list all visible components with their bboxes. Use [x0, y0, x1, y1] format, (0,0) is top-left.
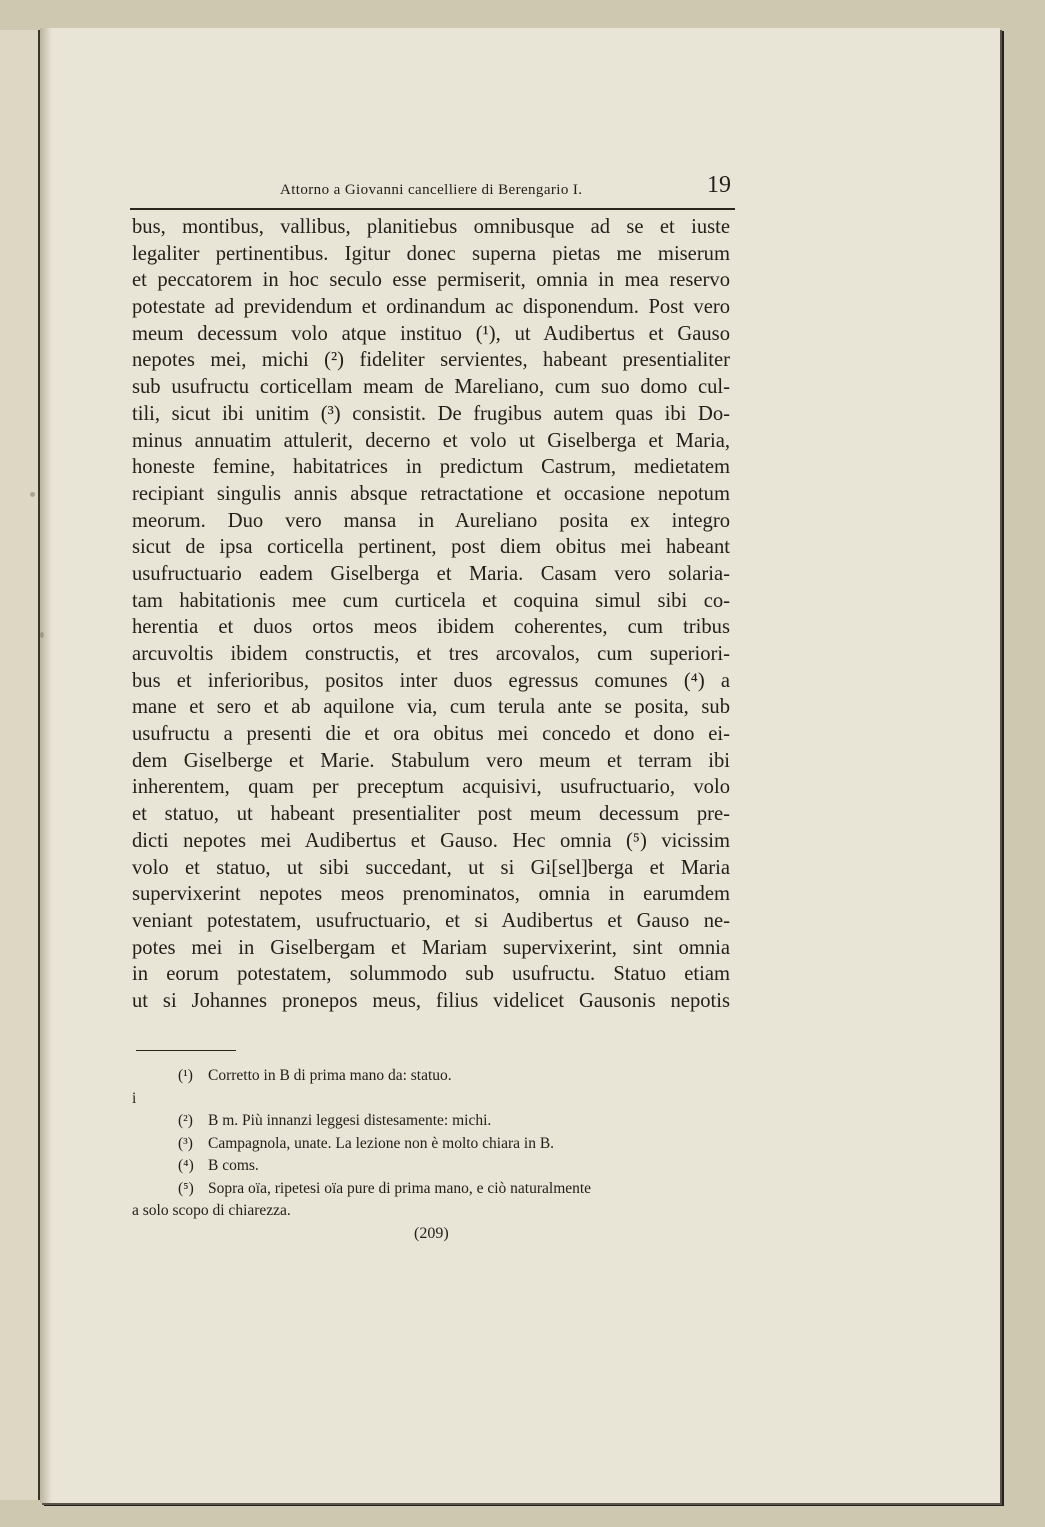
text-line: honeste femine, habitatrices in predictum Castrum, medietatem [132, 456, 730, 479]
text-line: dem Giselberge et Marie. Stabulum vero meum et terram ibi [132, 749, 730, 772]
text-line: supervixerint nepotes meos prenominatos, omnia in earumdem [132, 883, 730, 906]
footnote-1 [132, 1065, 732, 1088]
text-line: legaliter pertinentibus. Igitur donec superna pietas me miserum [132, 242, 730, 265]
footnote-5-continuation: a solo scopo di chiarezza. [132, 1202, 291, 1219]
text-line: et statuo, ut habeant presentialiter post meum decessum pre- [132, 803, 730, 826]
footnote-text: B m. Più innanzi leggesi distesamente: michi. [208, 1112, 492, 1129]
text-line: veniant potestatem, usufructuario, et si Audibertus et Gauso ne- [132, 909, 730, 932]
footnote-text: Corretto in B di prima mano da: statuo. [208, 1067, 452, 1084]
text-line: meorum. Duo vero mansa in Aureliano posita ex integro [132, 509, 730, 532]
text-line: inherentem, quam per preceptum acquisivi, usufructuario, volo [132, 776, 730, 799]
text-line: mane et sero et ab aquilone via, cum terula ante se posita, sub [132, 696, 730, 719]
running-head [130, 168, 735, 210]
footnote-text: Sopra oïa, ripetesi oïa pure di prima mano, e ciò naturalmente [208, 1179, 592, 1197]
ink-speck [30, 492, 35, 497]
footnote-superscript: i [132, 1089, 137, 1107]
text-line: bus et inferioribus, positos inter duos egressus comunes (⁴) a [132, 669, 730, 692]
text-line: in eorum potestatem, solummodo sub usufructu. Statuo etiam [132, 963, 730, 986]
footnote-2-block [132, 1088, 732, 1133]
footnote-text: B coms. [208, 1157, 259, 1174]
body-text [132, 214, 730, 1015]
text-line: tili, sicut ibi unitim (³) consistit. De frugibus autem quas ibi Do- [132, 402, 730, 425]
footnote-marker: (³) [178, 1134, 193, 1152]
text-line: recipiant singulis annis absque retractatione et occasione nepotum [132, 482, 730, 505]
footnote-text: Campagnola, unate. La lezione non è molto chiara in B. [208, 1134, 555, 1152]
footnote-3 [132, 1133, 732, 1156]
text-line: herentia et duos ortos meos ibidem coherentes, cum tribus [132, 616, 730, 639]
text-line: dicti nepotes mei Audibertus et Gauso. Hec omnia (⁵) vicissim [132, 829, 730, 852]
text-line: sub usufructu corticellam meam de Mareliano, cum suo domo cul- [132, 376, 730, 399]
footnote-4 [132, 1155, 732, 1178]
footnote-marker: (¹) [178, 1067, 193, 1084]
text-line: potes mei in Giselbergam et Mariam supervixerint, sint omnia [132, 936, 730, 959]
text-line: et peccatorem in hoc seculo esse permiserit, omnia in mea reservo [132, 269, 730, 292]
text-line: usufructu a presenti die et ora obitus mei concedo et dono ei- [132, 723, 730, 746]
text-line: bus, montibus, vallibus, planitiebus omnibusque ad se et iuste [132, 216, 730, 238]
text-line: potestate ad previdendum et ordinandum ac disponendum. Post vero [132, 296, 730, 319]
text-line: arcuvoltis ibidem constructis, et tres arcovalos, cum superiori- [132, 643, 730, 665]
page-gutter-shadow [40, 28, 52, 1503]
footnotes [132, 1065, 732, 1223]
text-line: volo et statuo, ut sibi succedant, ut si Gi[sel]berga et Maria [132, 856, 730, 879]
footnote-marker: (²) [178, 1112, 193, 1129]
ink-speck [40, 632, 44, 638]
text-line: nepotes mei, michi (²) fideliter servientes, habeant presentialiter [132, 349, 730, 372]
page-number: 19 [707, 172, 731, 198]
footnote-2 [132, 1110, 732, 1133]
footnote-marker: (⁵) [178, 1179, 194, 1197]
running-head-title: Attorno a Giovanni cancelliere di Berengario I. [280, 182, 583, 198]
text-line: tam habitationis mee cum curticela et coquina simul sibi co- [132, 589, 730, 612]
text-line: ut si Johannes pronepos meus, filius videlicet Gausonis nepotis [132, 989, 730, 1012]
footnote-rule [136, 1050, 236, 1051]
folio-number: (209) [414, 1225, 449, 1242]
footnote-5 [132, 1178, 732, 1201]
footnote-marker: (⁴) [178, 1157, 194, 1174]
text-line: sicut de ipsa corticella pertinent, post diem obitus mei habeant [132, 536, 730, 559]
left-page-edge [0, 30, 40, 1500]
text-line: usufructuario eadem Giselberga et Maria. Casam vero solaria- [132, 562, 730, 585]
text-line: meum decessum volo atque instituo (¹), ut Audibertus et Gauso [132, 322, 730, 345]
text-line: minus annuatim attulerit, decerno et volo ut Giselberga et Maria, [132, 429, 730, 452]
